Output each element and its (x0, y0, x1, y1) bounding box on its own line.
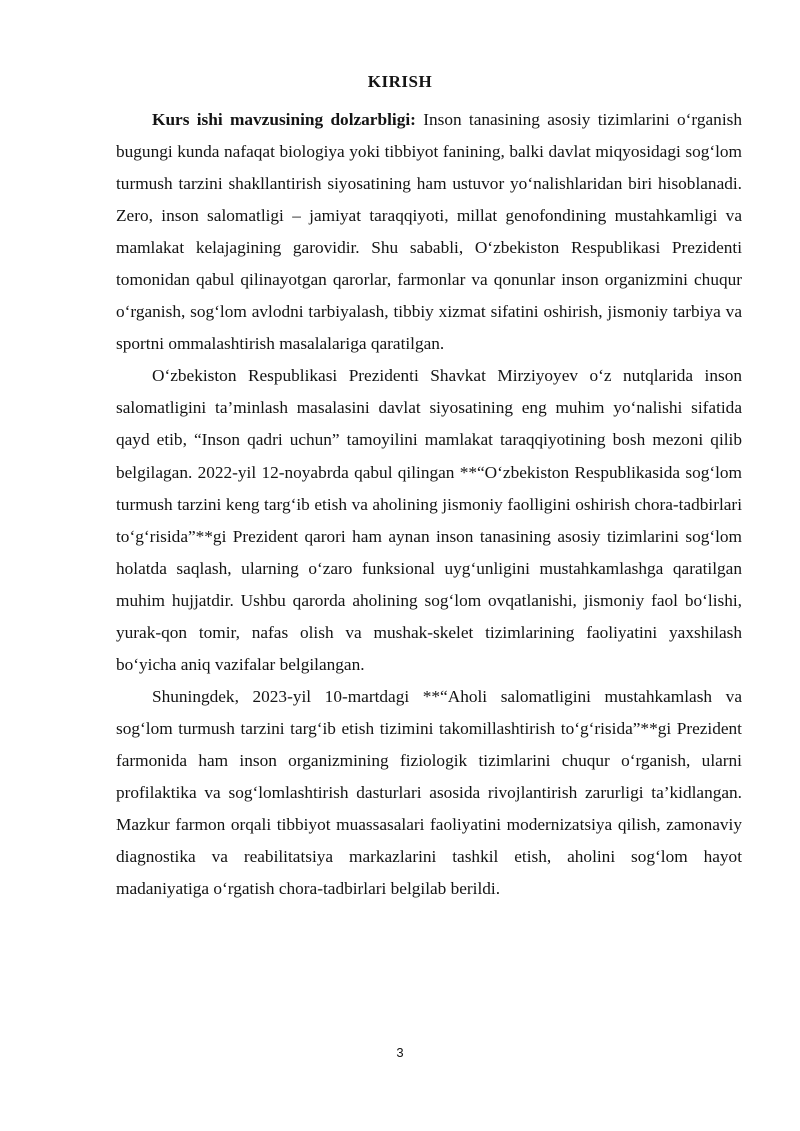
paragraph-text: Inson tanasining asosiy tizimlarini o‘rganish bugungi kunda nafaqat biologiya yoki tibbiyot fanining, balki davlat miqyosidagi sog‘lom turmush tarzini shakllantirish siyosatining ham ustuvor yo‘nalishlaridan biri hisoblanadi. Zero, inson salomatligi – jamiyat taraqqiyoti, millat genofondining mustahkamligi va mamlakat kelajagining garovidir. Shu sababli, O‘zbekiston Respublikasi Prezidenti tomonidan qabul qilinayotgan qarorlar, farmonlar va qonunlar inson organizmini chuqur o‘rganish, sog‘lom avlodni tarbiyalash, tibbiy xizmat sifatini oshirish, jismoniy tarbiya va sportni ommalashtirish masalalariga qaratilgan. (116, 110, 742, 354)
page-number: 3 (396, 1045, 404, 1060)
paragraph-3: Shuningdek, 2023-yil 10-martdagi **“Aholi salomatligini mustahkamlash va sog‘lom turmush tarzini targ‘ib etish tizimini takomillashtirish to‘g‘risida”**gi Prezident farmonida ham inson organizmining fiziologik tizimlarini chuqur o‘rganish, ularni profilaktika va sog‘lomlashtirish dasturlari asosida rivojlantirish zarurligi ta’kidlangan. Mazkur farmon orqali tibbiyot muassasalari faoliyatini modernizatsiya qilish, zamonaviy diagnostika va reabilitatsiya markazlarini tashkil etish, aholini sog‘lom hayot madaniyatiga o‘rgatish chora-tadbirlari belgilab berildi. (116, 686, 742, 899)
page-title: KIRISH (367, 72, 433, 91)
paragraph-1 (116, 104, 742, 360)
paragraph-lead: Kurs ishi mavzusining dolzarbligi: (152, 110, 416, 129)
body-text (116, 104, 742, 905)
paragraph-2: O‘zbekiston Respublikasi Prezidenti Shavkat Mirziyoyev o‘z nutqlarida inson salomatligini ta’minlash masalasini davlat siyosatining eng muhim yo‘nalishi sifatida qayd etib, “Inson qadri uchun” tamoyilini mamlakat taraqqiyotining bosh mezoni qilib belgilagan. 2022-yil 12-noyabrda qabul qilingan **“O‘zbekiston Respublikasida sog‘lom turmush tarzini keng targ‘ib etish va aholining jismoniy faolligini oshirish chora-tadbirlari to‘g‘risida”**gi Prezident qarori ham aynan inson tanasining asosiy tizimlarini sog‘lom holatda saqlash, ularning o‘zaro funksional uyg‘unligini mustahkamlashga qaratilgan muhim hujjatdir. Ushbu qarorda aholining sog‘lom ovqatlanishi, jismoniy faol bo‘lishi, yurak-qon tomir, nafas olish va mushak-skelet tizimlarining faoliyatini yaxshilash bo‘yicha aniq vazifalar belgilangan. (116, 366, 742, 674)
